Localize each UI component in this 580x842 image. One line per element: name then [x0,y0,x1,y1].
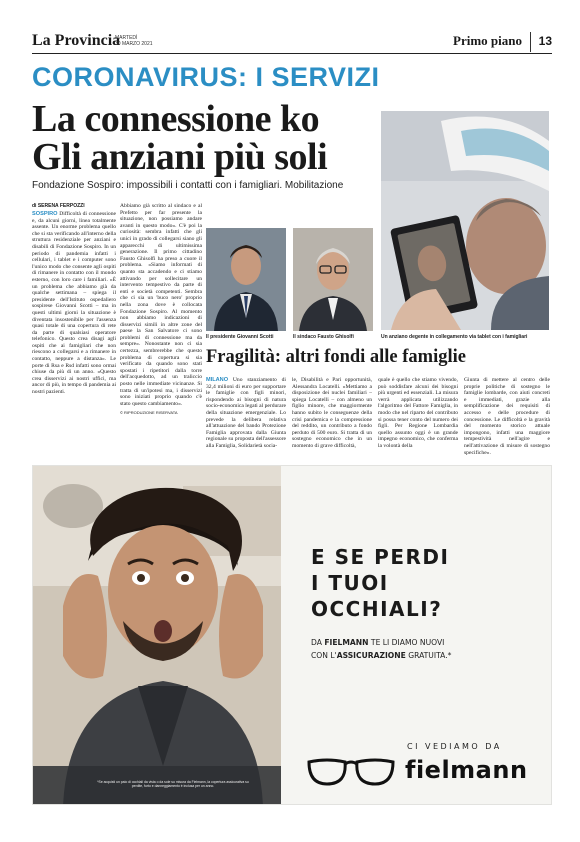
photo-ghisolfi [293,228,373,331]
caption-scotti: Il presidente Giovanni Scotti [206,334,274,340]
photo-tablet [381,111,549,330]
deck: Fondazione Sospiro: impossibili i contatti con i famigliari. Mobilitazione [32,180,344,191]
ad-question: E SE PERDI I TUOI OCCHIALI? [311,545,450,621]
dateline: SOSPIRO [32,211,58,217]
man-surprised-image [33,466,281,805]
dateline: MILANO [206,377,229,383]
portrait-image [206,228,286,331]
photo-scotti [206,228,286,331]
page-number: 13 [530,32,552,52]
kicker: CORONAVIRUS: I SERVIZI [32,62,380,92]
headline: La connessione ko Gli anziani più soli [32,98,328,178]
secondary-column-3: quale è quello che stiamo vivendo, può soddisfare alcuni dei bisogni più urgenti ed essenziali. La misura verrà applicata utilizzando l'algoritmo del Fattore Famiglia, in modo che nel riparto del contributo si possa tener conto del numero dei figli. Per Regione Lombardia quello assunto oggi è un grande impegno economico, che conferma la volontà della [378,377,458,449]
caption-ghisolfi: Il sindaco Fausto Ghisolfi [293,334,354,340]
ad-body-text: DA FIELMANN TE LI DIAMO NUOVI CON L'ASSICURAZIONE GRATUITA.* [311,638,452,660]
ad-tagline: CI VEDIAMO DA [407,742,502,751]
fielmann-advertisement[interactable] [32,465,552,805]
caption-tablet: Un anziano degente in collegamento via tablet con i famigliari [381,334,528,340]
secondary-column-2: le, Disabilità e Pari opportunità, Alessandra Locatelli. «Mettiamo a disposizione dei nuclei familiari – spiega Locatelli – con almeno un figlio minore, che maggiormente hanno subito le conseguenze della crisi pandemica e la compressione del reddito, un contributo a fondo perduto di 500 euro. Si tratta di un sostegno economico che in un momento di grave difficoltà, [292,377,372,449]
portrait-image [293,228,373,331]
section-name: Primo piano [453,33,522,48]
article-column-2: Abbiamo già scritto al sindaco e al Prefetto per far presente la situazione, non possiamo andare avanti in questo modo». C'è poi la curiosità: sembra infatti che gli unici in grado di collegarsi siano gli apparecchi di ultimissima generazione. Il primo cittadino Fausto Ghisolfi ha preso a cuore il problema. «Siamo informati di quanto sta accadendo e ci stiamo attivando per sollecitare un intervento tempestivo da parte di enti e società competenti. Sembra che ci sia un 'buco nero' proprio nella zona dove è collocata Fondazione Sospiro. Al momento non abbiamo indicazioni di disservizi simili in altre zone del paese la San Salvatore ci sono problemi di connessione ma da sempre». Nonostante non ci sia certezza, sembrerebbe che questo problema di copertura si sia verificato da quando sono stati spostati i ripetitori dalla torre dell'acquedotto, ad un traliccio posto nelle immediate vicinanze. Si tratta di un'ipotesi ma, i disservizi sono iniziati proprio quando c'è stato questo cambiamento». © RIPRODUZIONE RISERVATA [120,203,202,416]
secondary-column-4: Giunta di mettere al centro delle proprie politiche di sostegno le famiglie lombarde, con aiuti concreti e immediati, grazie alla semplificazione dei requisiti di accesso e delle procedure di concessione. Le difficoltà e la gravità del momento storico attuale impongono, infatti una maggiore tempestività nell'agire e nell'attivazione di misure di sostegno specifiche». [464,377,550,455]
tablet-call-image [381,111,549,330]
ad-fine-print: *Se acquisti un paio di occhiali da vista o da sole su misura da Fielmann, la copertura assicurativa su perdite, furto e danneggiamento è inclusa per un anno. [97,780,249,789]
secondary-headline: Fragilità: altri fondi alle famiglie [206,347,466,367]
secondary-column-1: MILANO Uno stanziamento di 32,4 milioni di euro per supportare le famiglie con figli minori, rispondendo ai bisogni di natura socio-economica legati al perdurare della situazione emergenziale. Lo prevede la delibera relativa all'attuazione del bando Protezione Famiglia approvata dalla Giunta regionale su proposta dell'assessore alla Famiglia, Solidarietà socia- [206,377,286,449]
glasses-icon [305,756,397,788]
copyright-note: © RIPRODUZIONE RISERVATA [120,410,178,416]
newspaper-name: La Provincia [32,32,121,49]
fielmann-logo: fielmann [405,756,528,784]
issue-date: MARTEDÌ 30 MARZO 2021 [115,35,153,47]
ad-photo [33,466,281,805]
article-column-1: SOSPIRO Difficoltà di connessione e, da alcuni giorni, linea totalmente assente. Un enorme problema quello che si sta verificando all'interno della struttura residenziale per anziani e disabili di Fondazione Sospiro. In un periodo di pandemia infatti i cellulari, i tablet e i computer sono l'unico modo che consente agli ospiti di rimanere in contatto con il mondo esterno, con loro care i familiari. «È un problema che abbiamo già da qualche settimana – spiega il presidente dell'Istituto ospedaliero sospirese Giovanni Scotti – ma in questi ultimi giorni la situazione è diventata insostenibile per l'assenza quasi totale di una copertura di rete da parte di qualsiasi operatore telefonico. Questo crea disagi agli ospiti che ai famigliari che non riescono a collegarsi e a rimanere in contatto, neppure a distanza». Le porte di Rsa e Rsd infatti sono ormai chiuse da più di un anno. «Questo crea disservizi ai nostri uffici, ma ancor di più, in tempo di pandemia ai nostri pazienti. [32,211,116,396]
byline: di SERENA FERPOZZI [32,203,85,209]
masthead [32,32,552,54]
